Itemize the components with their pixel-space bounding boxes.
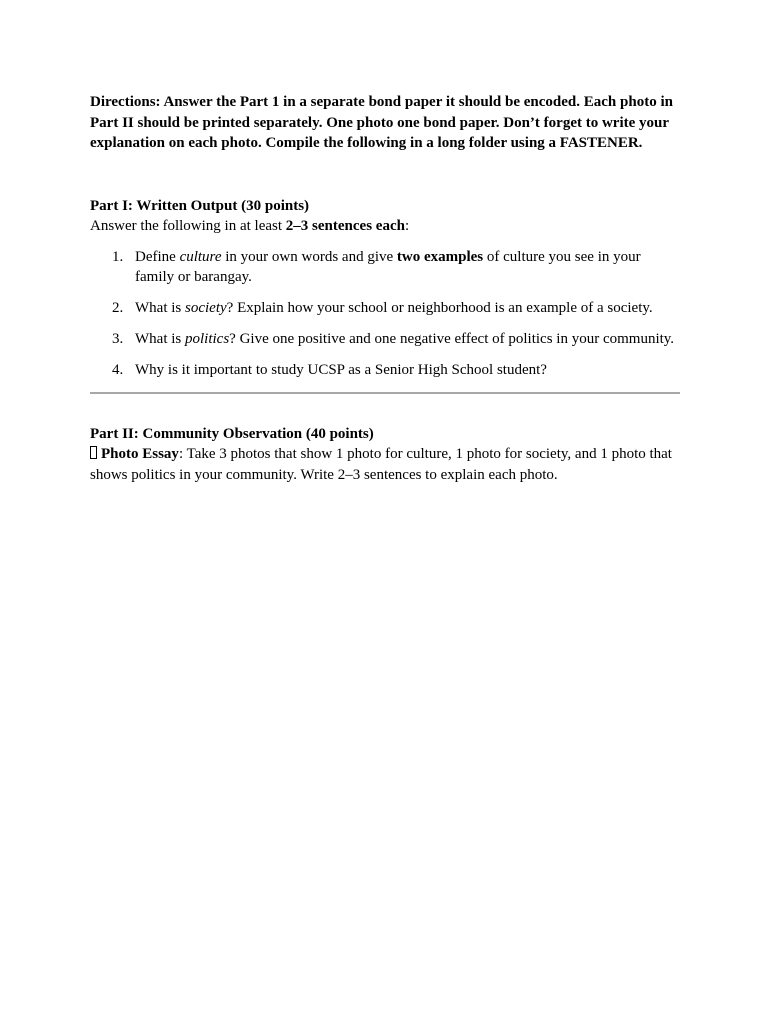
list-item <box>90 360 680 381</box>
directions-text: Directions: Answer the Part 1 in a separate bond paper it should be encoded. Each photo in Part II should be printed separately. One photo one bond paper. Don’t forget to write your explanation on each photo. Compile the following in a long folder using a FASTENER. <box>90 94 673 151</box>
question-italic-term: society <box>185 300 227 316</box>
intro-text: Answer the following in at least <box>90 218 286 234</box>
question-number: 2. <box>112 300 124 316</box>
question-segment: in your own words and give <box>221 248 397 265</box>
question-number: 1. <box>112 248 124 265</box>
question-segment: What is <box>135 300 185 316</box>
question-number: 3. <box>112 331 124 347</box>
part-two-section <box>90 424 680 486</box>
question-text: Why is it important to study UCSP as a Senior High School student? <box>135 362 547 378</box>
list-item <box>90 329 680 350</box>
part-one-title: Part I: Written Output (30 points) <box>90 197 310 214</box>
question-segment: Define <box>135 248 180 265</box>
intro-emphasis: 2–3 sentences each <box>285 218 405 234</box>
question-text <box>135 300 653 316</box>
question-bold-term: two examples <box>396 248 484 265</box>
question-number: 4. <box>112 362 124 378</box>
part-one-section <box>90 196 680 381</box>
photo-essay-text: : Take 3 photos that show 1 photo for culture, 1 photo for society, and 1 photo that shows politics in your community. Write 2–3 sentences to explain each photo. <box>90 446 672 483</box>
question-italic-term: culture <box>179 248 222 265</box>
question-text <box>135 331 674 347</box>
question-text <box>135 249 641 286</box>
list-item <box>90 298 680 319</box>
question-list <box>90 247 680 381</box>
question-segment: of culture you see in your family or barangay. <box>135 248 641 285</box>
question-italic-term: politics <box>185 331 230 347</box>
question-segment: ? Explain how your school or neighborhood is an example of a society. <box>226 300 653 316</box>
section-divider <box>90 392 680 394</box>
question-segment: ? Give one positive and one negative effect of politics in your community. <box>229 331 675 347</box>
checkbox-glyph-icon <box>90 446 97 459</box>
part-one-intro <box>90 216 680 237</box>
photo-essay-label: Photo Essay <box>101 446 179 462</box>
part-two-title: Part II: Community Observation (40 points) <box>90 425 374 442</box>
document-page <box>90 92 680 485</box>
photo-essay-instructions <box>90 444 680 485</box>
question-segment: What is <box>135 331 185 347</box>
intro-colon: : <box>404 218 410 234</box>
list-item <box>90 247 680 288</box>
